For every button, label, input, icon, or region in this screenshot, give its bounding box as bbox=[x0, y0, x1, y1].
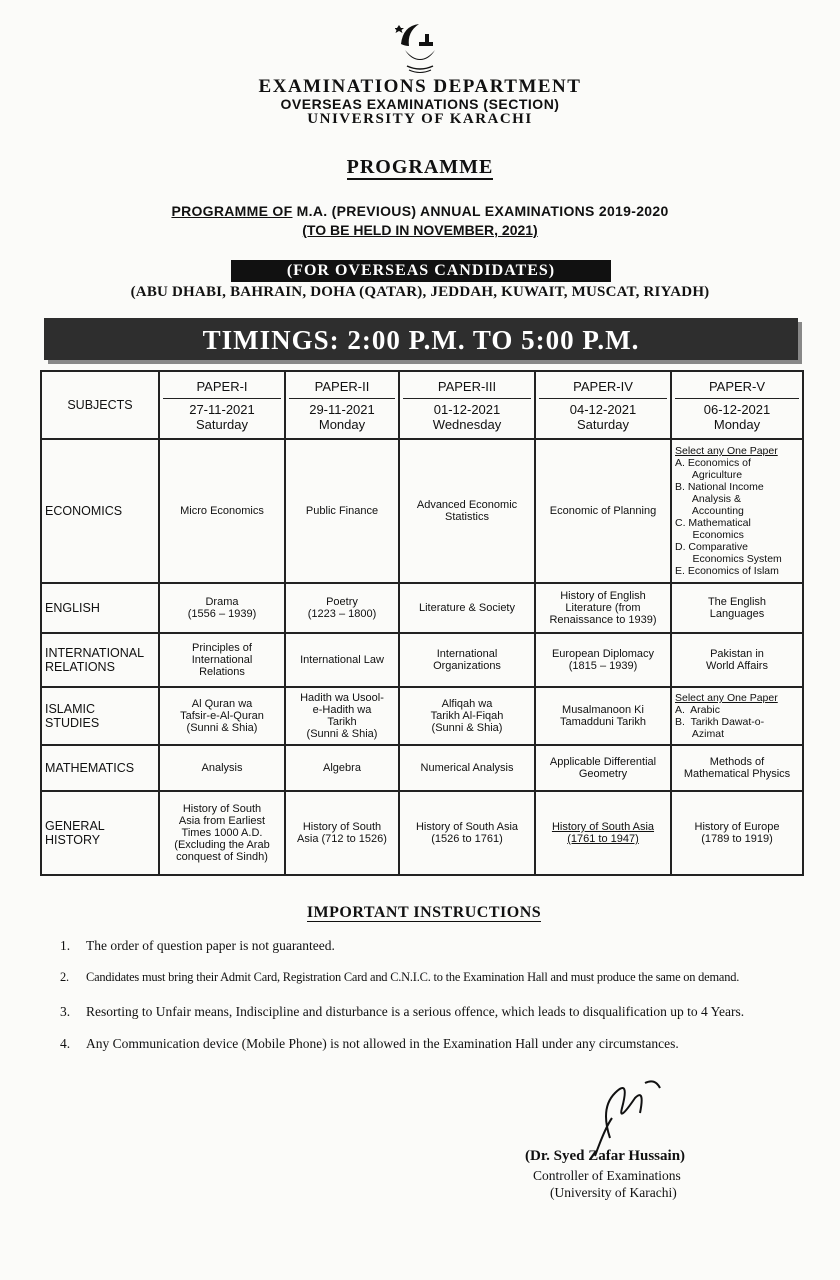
signatory-organization: (University of Karachi) bbox=[550, 1185, 677, 1200]
instruction-item: 1. The order of question paper is not guaranteed. bbox=[60, 938, 335, 953]
table-row bbox=[41, 439, 803, 583]
cities-list: (ABU DHABI, BAHRAIN, DOHA (QATAR), JEDDAH, KUWAIT, MUSCAT, RIYADH) bbox=[130, 284, 710, 300]
subject-cell: ENGLISH bbox=[41, 583, 159, 633]
paper-cell: Methods of Mathematical Physics bbox=[671, 745, 803, 791]
paper-cell: History of Europe (1789 to 1919) bbox=[671, 791, 803, 875]
university-title: UNIVERSITY OF KARACHI bbox=[307, 111, 533, 127]
paper-cell: Pakistan in World Affairs bbox=[671, 633, 803, 687]
paper-cell: Public Finance bbox=[285, 439, 399, 583]
table-row bbox=[41, 791, 803, 875]
table-row bbox=[41, 745, 803, 791]
paper-cell: Economic of Planning bbox=[535, 439, 671, 583]
section-title: OVERSEAS EXAMINATIONS (SECTION) bbox=[280, 96, 560, 112]
paper-2-header: PAPER-II 29-11-2021 Monday bbox=[285, 371, 399, 439]
paper-cell: Algebra bbox=[285, 745, 399, 791]
paper-5-header: PAPER-V 06-12-2021 Monday bbox=[671, 371, 803, 439]
subject-cell: ISLAMIC STUDIES bbox=[41, 687, 159, 745]
signature-mark bbox=[560, 1068, 680, 1158]
department-title: EXAMINATIONS DEPARTMENT bbox=[258, 76, 582, 97]
paper-cell: Advanced Economic Statistics bbox=[399, 439, 535, 583]
instruction-item: 3. Resorting to Unfair means, Indiscipline and disturbance is a serious offence, which leads to disqualification up to 4 Years. bbox=[60, 1004, 745, 1019]
timings-banner: TIMINGS: 2:00 P.M. TO 5:00 P.M. bbox=[44, 318, 798, 360]
paper-cell: History of South Asia (1761 to 1947) bbox=[535, 791, 671, 875]
subject-cell: GENERAL HISTORY bbox=[41, 791, 159, 875]
paper-cell: European Diplomacy (1815 – 1939) bbox=[535, 633, 671, 687]
university-logo-icon bbox=[395, 20, 445, 76]
paper-cell: The English Languages bbox=[671, 583, 803, 633]
paper-cell: Drama (1556 – 1939) bbox=[159, 583, 285, 633]
paper-cell: History of South Asia (1526 to 1761) bbox=[399, 791, 535, 875]
table-row bbox=[41, 687, 803, 745]
instruction-item: 2. Candidates must bring their Admit Card, Registration Card and C.N.I.C. to the Examination Hall and must produce the same on demand. bbox=[60, 970, 740, 984]
overseas-candidates-banner: (FOR OVERSEAS CANDIDATES) bbox=[231, 260, 611, 282]
subject-cell: ECONOMICS bbox=[41, 439, 159, 583]
paper-cell: Alfiqah wa Tarikh Al-Fiqah (Sunni & Shia) bbox=[399, 687, 535, 745]
paper-1-header: PAPER-I 27-11-2021 Saturday bbox=[159, 371, 285, 439]
signatory-name: (Dr. Syed Zafar Hussain) bbox=[525, 1148, 686, 1164]
instruction-item: 4. Any Communication device (Mobile Phone) is not allowed in the Examination Hall under any circumstances. bbox=[60, 1036, 679, 1051]
programme-heading: PROGRAMME bbox=[346, 156, 494, 178]
paper-options-cell: Select any One Paper A. Arabic B. Tarikh Dawat-o- Azimat bbox=[671, 687, 803, 745]
paper-cell: International Organizations bbox=[399, 633, 535, 687]
paper-cell: Musalmanoon Ki Tamadduni Tarikh bbox=[535, 687, 671, 745]
paper-cell: Micro Economics bbox=[159, 439, 285, 583]
instructions-title: IMPORTANT INSTRUCTIONS bbox=[306, 904, 542, 921]
subjects-header: SUBJECTS bbox=[41, 371, 159, 439]
programme-subtitle: (TO BE HELD IN NOVEMBER, 2021) bbox=[302, 222, 538, 238]
table-header-row bbox=[41, 371, 803, 439]
paper-cell: History of South Asia (712 to 1526) bbox=[285, 791, 399, 875]
paper-options-cell: Select any One Paper A. Economics of Agriculture B. National Income Analysis & Accounting C. Mathematical Economics D. Comparative Economics System E. Economics of Islam bbox=[671, 439, 803, 583]
subject-cell: INTERNATIONAL RELATIONS bbox=[41, 633, 159, 687]
paper-cell: Numerical Analysis bbox=[399, 745, 535, 791]
paper-cell: Poetry (1223 – 1800) bbox=[285, 583, 399, 633]
signatory-designation: Controller of Examinations bbox=[533, 1168, 681, 1183]
paper-cell: International Law bbox=[285, 633, 399, 687]
subject-cell: MATHEMATICS bbox=[41, 745, 159, 791]
paper-cell: Principles of International Relations bbox=[159, 633, 285, 687]
table-row bbox=[41, 583, 803, 633]
paper-cell: Analysis bbox=[159, 745, 285, 791]
paper-cell: Literature & Society bbox=[399, 583, 535, 633]
paper-cell: Al Quran wa Tafsir-e-Al-Quran (Sunni & Shia) bbox=[159, 687, 285, 745]
paper-cell: History of South Asia from Earliest Times 1000 A.D. (Excluding the Arab conquest of Sindh) bbox=[159, 791, 285, 875]
paper-3-header: PAPER-III 01-12-2021 Wednesday bbox=[399, 371, 535, 439]
schedule-table bbox=[40, 370, 804, 876]
paper-cell: Applicable Differential Geometry bbox=[535, 745, 671, 791]
paper-4-header: PAPER-IV 04-12-2021 Saturday bbox=[535, 371, 671, 439]
table-row bbox=[41, 633, 803, 687]
paper-cell: History of English Literature (from Renaissance to 1939) bbox=[535, 583, 671, 633]
paper-cell: Hadith wa Usool- e-Hadith wa Tarikh (Sunni & Shia) bbox=[285, 687, 399, 745]
programme-title: PROGRAMME OF M.A. (PREVIOUS) ANNUAL EXAMINATIONS 2019-2020 bbox=[171, 203, 669, 219]
